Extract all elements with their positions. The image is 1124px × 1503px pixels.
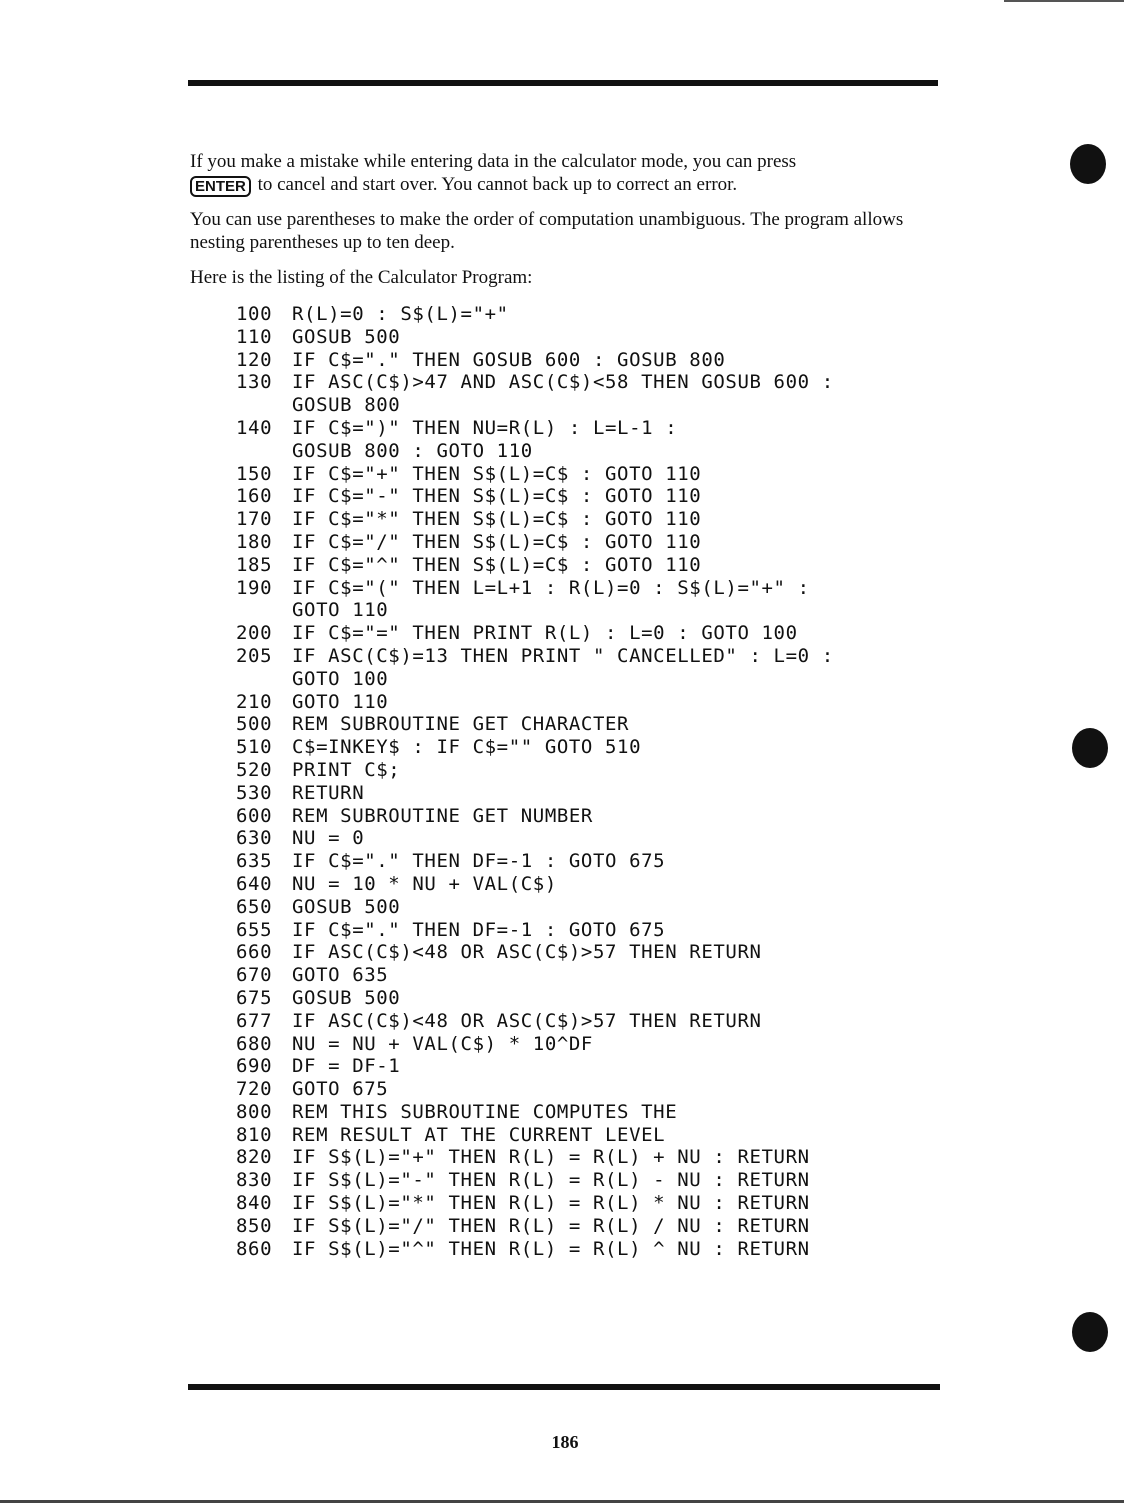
code-text: DF = DF-1 — [292, 1055, 401, 1078]
code-line — [236, 622, 834, 645]
code-text: GOSUB 500 — [292, 895, 401, 918]
code-text: REM SUBROUTINE GET CHARACTER — [292, 713, 630, 736]
code-text: R(L)=0 : S$(L)="+" — [292, 303, 509, 325]
top-corner-line — [1004, 0, 1124, 2]
code-line — [236, 896, 834, 919]
code-text: RETURN — [292, 781, 365, 804]
code-line — [236, 463, 834, 486]
code-line — [236, 1101, 834, 1124]
line-number: 840 — [236, 1192, 273, 1215]
code-text: IF C$="=" THEN PRINT R(L) : L=0 : GOTO 100 — [292, 622, 798, 645]
code-text: IF C$="." THEN GOSUB 600 : GOSUB 800 — [292, 348, 726, 371]
line-number: 650 — [236, 895, 273, 918]
code-text: REM THIS SUBROUTINE COMPUTES THE — [292, 1100, 678, 1123]
code-text: IF C$=")" THEN NU=R(L) : L=L-1 : — [292, 416, 678, 439]
code-line — [236, 782, 834, 805]
line-number: 520 — [236, 758, 273, 781]
line-number: 185 — [236, 553, 273, 576]
line-number: 820 — [236, 1146, 273, 1169]
code-line — [236, 691, 834, 714]
paragraph-mistake — [190, 150, 950, 196]
code-line — [236, 417, 834, 440]
code-line — [236, 805, 834, 828]
code-text: NU = NU + VAL(C$) * 10^DF — [292, 1032, 593, 1055]
line-number: 210 — [236, 690, 273, 713]
code-line — [236, 987, 834, 1010]
code-text: PRINT C$; — [292, 758, 401, 781]
code-line — [236, 645, 834, 668]
code-line — [236, 326, 834, 349]
code-line — [236, 736, 834, 759]
code-line — [236, 1010, 834, 1033]
line-number: 500 — [236, 713, 273, 736]
code-text: IF C$="." THEN DF=-1 : GOTO 675 — [292, 918, 666, 941]
code-line — [236, 850, 834, 873]
line-number: 690 — [236, 1055, 273, 1078]
code-text: IF S$(L)="*" THEN R(L) = R(L) * NU : RETURN — [292, 1192, 810, 1215]
code-text: IF C$="." THEN DF=-1 : GOTO 675 — [292, 850, 666, 873]
line-number: 205 — [236, 644, 273, 667]
code-line — [236, 1215, 834, 1238]
code-text: IF C$="(" THEN L=L+1 : R(L)=0 : S$(L)="+" : — [292, 576, 810, 599]
code-text: GOTO 110 — [292, 599, 389, 622]
line-number: 677 — [236, 1009, 273, 1032]
line-number: 720 — [236, 1078, 273, 1101]
code-text: IF C$="/" THEN S$(L)=C$ : GOTO 110 — [292, 530, 702, 553]
line-number: 180 — [236, 530, 273, 553]
code-line — [236, 303, 834, 326]
code-line — [236, 554, 834, 577]
code-line — [236, 941, 834, 964]
line-number: 140 — [236, 416, 273, 439]
code-text: IF ASC(C$)<48 OR ASC(C$)>57 THEN RETURN — [292, 1009, 762, 1032]
line-number: 850 — [236, 1214, 273, 1237]
code-text: REM SUBROUTINE GET NUMBER — [292, 804, 593, 827]
code-line — [236, 599, 834, 622]
line-number: 200 — [236, 622, 273, 645]
code-line — [236, 1033, 834, 1056]
line-number: 530 — [236, 781, 273, 804]
code-text: IF C$="*" THEN S$(L)=C$ : GOTO 110 — [292, 508, 702, 531]
code-text: GOTO 675 — [292, 1078, 389, 1101]
code-line — [236, 919, 834, 942]
code-line — [236, 1124, 834, 1147]
line-number: 635 — [236, 850, 273, 873]
bottom-rule — [188, 1384, 940, 1390]
line-number: 510 — [236, 736, 273, 759]
code-text: IF C$="^" THEN S$(L)=C$ : GOTO 110 — [292, 553, 702, 576]
code-text: IF ASC(C$)=13 THEN PRINT " CANCELLED" : L=0 : — [292, 644, 834, 667]
binder-hole-top — [1070, 144, 1106, 184]
line-number: 675 — [236, 986, 273, 1009]
code-line — [236, 1192, 834, 1215]
line-number: 190 — [236, 576, 273, 599]
page-number: 186 — [551, 1432, 579, 1452]
code-line — [236, 1238, 834, 1261]
line-number: 655 — [236, 918, 273, 941]
binder-hole-bottom — [1072, 1312, 1108, 1352]
code-line — [236, 394, 834, 417]
line-number: 160 — [236, 485, 273, 508]
code-line — [236, 371, 834, 394]
code-text: IF C$="+" THEN S$(L)=C$ : GOTO 110 — [292, 462, 702, 485]
line-number: 670 — [236, 964, 273, 987]
code-line — [236, 1078, 834, 1101]
line-number: 170 — [236, 508, 273, 531]
line-number: 600 — [236, 804, 273, 827]
code-text: IF ASC(C$)<48 OR ASC(C$)>57 THEN RETURN — [292, 941, 762, 964]
code-text: C$=INKEY$ : IF C$="" GOTO 510 — [292, 736, 642, 759]
enter-key-label: ENTER — [190, 176, 251, 197]
line-number: 800 — [236, 1100, 273, 1123]
code-line — [236, 964, 834, 987]
code-line — [236, 1169, 834, 1192]
code-line — [236, 440, 834, 463]
code-text: GOSUB 800 : GOTO 110 — [292, 439, 533, 462]
line-number: 810 — [236, 1123, 273, 1146]
line-number: 660 — [236, 941, 273, 964]
code-text: IF C$="-" THEN S$(L)=C$ : GOTO 110 — [292, 485, 702, 508]
code-line — [236, 1146, 834, 1169]
line-number: 130 — [236, 371, 273, 394]
line-number: 150 — [236, 462, 273, 485]
line-number: 680 — [236, 1032, 273, 1055]
code-line — [236, 713, 834, 736]
line-number: 110 — [236, 325, 273, 348]
paragraph-listing-intro: Here is the listing of the Calculator Program: — [190, 267, 533, 288]
code-text: NU = 10 * NU + VAL(C$) — [292, 872, 557, 895]
code-text: GOSUB 500 — [292, 986, 401, 1009]
top-rule — [188, 80, 938, 86]
code-line — [236, 577, 834, 600]
code-line — [236, 827, 834, 850]
line-number: 120 — [236, 348, 273, 371]
code-text: GOTO 110 — [292, 690, 389, 713]
code-text: NU = 0 — [292, 827, 365, 850]
line-number: 630 — [236, 827, 273, 850]
code-text: GOSUB 800 — [292, 394, 401, 417]
code-line — [236, 1055, 834, 1078]
code-line — [236, 531, 834, 554]
line-number: 640 — [236, 872, 273, 895]
code-text: IF S$(L)="/" THEN R(L) = R(L) / NU : RETURN — [292, 1214, 810, 1237]
paragraph-mistake-before: If you make a mistake while entering data in the calculator mode, you can press — [190, 151, 797, 172]
line-number: 100 — [236, 303, 273, 325]
line-number: 860 — [236, 1237, 273, 1260]
code-text: IF S$(L)="+" THEN R(L) = R(L) + NU : RETURN — [292, 1146, 810, 1169]
code-line — [236, 668, 834, 691]
code-text: GOSUB 500 — [292, 325, 401, 348]
line-number: 830 — [236, 1169, 273, 1192]
binder-hole-middle — [1072, 728, 1108, 768]
code-line — [236, 349, 834, 372]
paragraph-parentheses: You can use parentheses to make the order of computation unambiguous. The program allows nesting parentheses up to ten deep. — [190, 209, 904, 253]
code-text: GOTO 635 — [292, 964, 389, 987]
code-text: IF ASC(C$)>47 AND ASC(C$)<58 THEN GOSUB 600 : — [292, 371, 834, 394]
code-text: IF S$(L)="^" THEN R(L) = R(L) ^ NU : RETURN — [292, 1237, 810, 1260]
code-text: GOTO 100 — [292, 667, 389, 690]
paragraph-mistake-after: to cancel and start over. You cannot back up to correct an error. — [257, 174, 738, 195]
code-line — [236, 485, 834, 508]
code-line — [236, 508, 834, 531]
code-line — [236, 759, 834, 782]
program-listing — [236, 303, 834, 1260]
code-text: REM RESULT AT THE CURRENT LEVEL — [292, 1123, 666, 1146]
code-text: IF S$(L)="-" THEN R(L) = R(L) - NU : RETURN — [292, 1169, 810, 1192]
code-line — [236, 873, 834, 896]
